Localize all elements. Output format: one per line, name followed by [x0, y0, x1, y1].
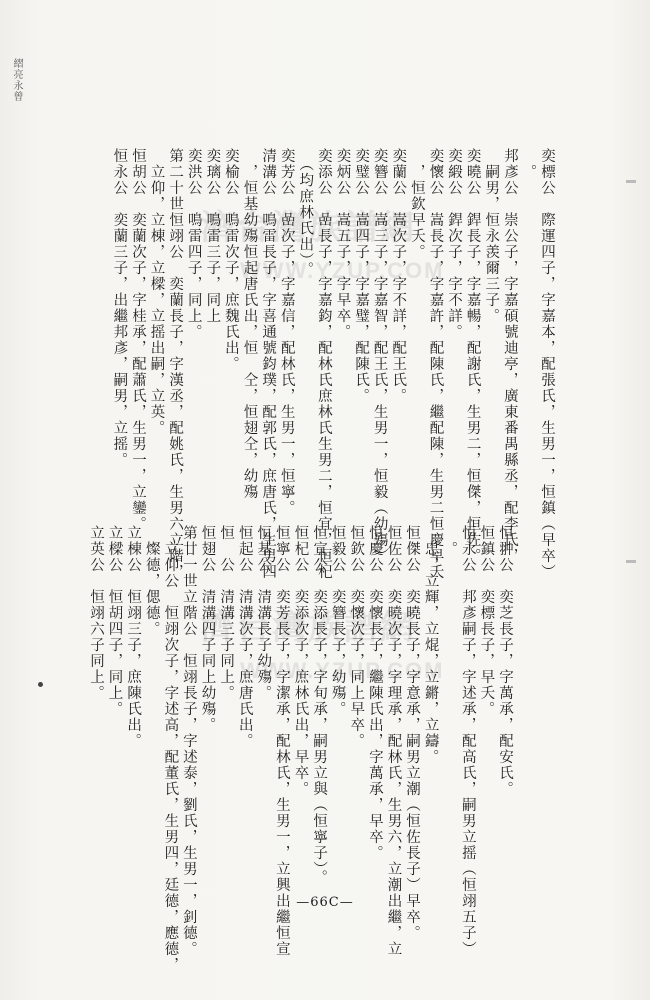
genealogy-entry-line: 奕炳公 嵩五子，字早卒。 [334, 148, 351, 340]
genealogy-entry-line: 嗣男，恒永羡爾三子。 [483, 148, 500, 324]
genealogy-entry-line: 恒杞公 奕添次子，庶林氏出，早卒。 [292, 525, 309, 797]
genealogy-entry-line: 奕璧公 嵩四子，字嘉璧，配陳氏。 [353, 148, 370, 404]
genealogy-entry-line: 恒翀公 奕芝長子，字萬承，配安氏。 [497, 525, 513, 797]
watermark-text: 濟台灣族譜網 [200, 609, 416, 647]
genealogy-entry-line: 奕標公 際運四子，字嘉本，配張氏，生男一，恒鎮（早卒） [539, 148, 555, 580]
genealogy-entry-line: 奕榆公 鳴雷次子，庶魏氏出。 [222, 148, 239, 372]
genealogy-entry-line: 立仰，立棟，立樑，立摇出嗣，立英。 [148, 148, 165, 436]
genealogy-upper-section [110, 148, 556, 580]
genealogy-entry-line: 立英公 恒翊六子同上。 [87, 525, 104, 701]
genealogy-entry-line: 恒毅公 奕簪長子，幼殤。 [329, 525, 346, 717]
genealogy-entry-line: 立仰公 恒翊次子，字述高，配董氏，生男四，廷德，應德， [162, 525, 179, 973]
genealogy-entry-line: 恒佐公 奕曉次子，字理承，配林氏，生男六，立潮出繼，立 [385, 525, 402, 957]
genealogy-entry-line: 清溝公 鳴雷長子，字喜通號鈞璞，配郭氏，庶唐氏，生男四 [260, 148, 277, 580]
binding-mark [626, 560, 636, 563]
genealogy-entry-line: 奕簪公 嵩三子，字嘉智，配王氏，生男一，恒毅（幼殤） [371, 148, 388, 564]
genealogy-entry-line: 奕添公 嵒長子，字嘉鈞，配林氏庶林氏生男二，恒宜，恒杞 [315, 148, 332, 580]
genealogy-entry-line: 奕懷公 嵩長子，字嘉許，配陳氏，繼配陳，生男二恒慶早夭 [427, 148, 444, 580]
genealogy-entry-line: 恒翅公 清溝四子同上幼殤。 [199, 525, 216, 733]
genealogy-entry-line: 第二十世恒翊公 奕蘭長子，字漢丞，配姚氏，生男六立階， [167, 148, 184, 580]
genealogy-entry-line: 奕曉公 銲長子，字嘉暢，配謝氏，生男二，恒傑，恒佐。 [464, 148, 481, 564]
ink-dot [38, 682, 43, 687]
genealogy-entry-line: 恒起公 清溝次子，庶唐氏出。 [236, 525, 253, 749]
genealogy-entry-line: 恒永公 奕蘭三子，出繼邦彥，嗣男，立摇。 [111, 148, 128, 468]
genealogy-entry-line: 奕璃公 鳴雷三子，同上 [204, 148, 221, 324]
genealogy-entry-line: 恒永公 邦彥嗣子，字述承，配高氏，嗣男立摇（恒翊五子） [459, 525, 476, 957]
binding-mark [626, 180, 636, 183]
genealogy-entry-line: 恒鎮公 奕標長子，早夭。 [478, 525, 495, 717]
margin-note: 䌌亮永曾 [11, 58, 22, 102]
genealogy-entry-line: ，恒基幼殤恒起唐氏出，恒 仝，恒翅仝，幼殤 [241, 148, 258, 500]
genealogy-entry-line: 恒 公 清溝三子同上。 [218, 525, 235, 701]
genealogy-entry-line: （均庶林氏出）。 [297, 148, 314, 278]
genealogy-entry-line: 奕洪公 鳴雷四子，同上。 [185, 148, 202, 340]
genealogy-entry-line: 恒基公 清溝長子幼殤。 [255, 525, 272, 701]
genealogy-entry-line: 奕芳公 嵒次子，字嘉信，配林氏，生男一，恒寧。 [278, 148, 295, 516]
genealogy-entry-line: 恒宣公 奕添長子，字旬承，嗣男立與（恒寧子）。 [311, 525, 328, 886]
genealogy-entry-line: 恒欽公 奕懷次子，同上早卒。 [348, 525, 365, 749]
genealogy-entry-line: 忠，立輝，立焜，立鏘，立鑄。 [422, 525, 439, 765]
watermark-url: WWW.YZUP.COM [240, 258, 445, 283]
page-number: —66C— [296, 895, 354, 910]
genealogy-entry-line: 第廿一世立階公 恒翊長子，字述泰，劉氏，生男一，釗德。 [180, 525, 197, 957]
genealogy-entry-line: 燦德，偲德。 [143, 525, 160, 637]
genealogy-entry-line: 立棟公 恒翊三子，庶陳氏出。 [125, 525, 142, 749]
genealogy-entry-line: 恒慶公 奕懷長子，繼陳氏出，字萬承，早卒。 [366, 525, 383, 861]
genealogy-entry-line: 。 [520, 148, 537, 180]
genealogy-entry-line: 奕蘭公 嵩次子，字不詳，配王氏。 [390, 148, 407, 404]
genealogy-entry-line: 恒寧公 奕芳長子，字潔承，配林氏，生男一，立興出繼恒宣 [273, 525, 290, 957]
genealogy-entry-line: 邦彥公 崇公子，字嘉碩號迪亭，廣東番禺縣丞，配李氏， [501, 148, 518, 564]
watermark-text: 濟台灣族譜網 [200, 209, 416, 247]
genealogy-entry-line: 奕緞公 銲次子，字不詳。 [446, 148, 463, 340]
genealogy-entry-line: 恒胡公 奕蘭次子，字桂承，配蕭氏，生男一，立鑾。 [129, 148, 146, 532]
genealogy-entry-line: 恒傑公 奕曉長子，字意承，嗣男立潮（恒佐長子）早卒。 [404, 525, 421, 941]
watermark-url: WWW.YZUP.COM [240, 658, 445, 683]
genealogy-entry-line: 立樑公 恒胡四子，同上。 [106, 525, 123, 717]
genealogy-entry-line: 。 [441, 525, 458, 557]
genealogy-entry-line: ，恒欽早夭。 [408, 148, 425, 260]
